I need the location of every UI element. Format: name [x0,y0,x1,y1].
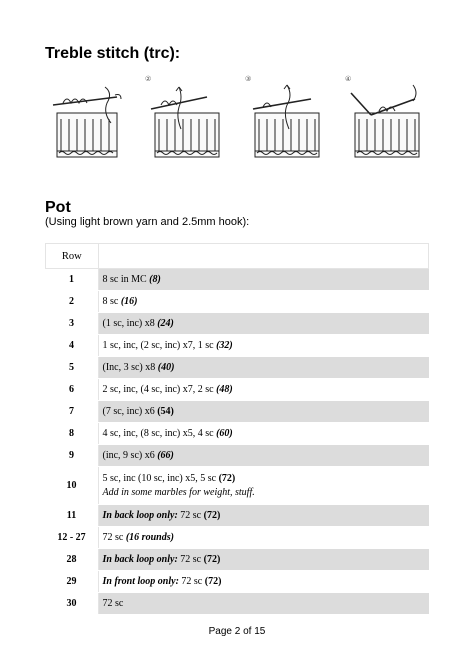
table-row [46,379,429,401]
row-instruction: 2 sc, inc, (4 sc, inc) x7, 2 sc (48) [98,379,429,401]
row-instruction: 8 sc in MC (8) [98,269,429,291]
row-number: 10 [46,467,99,505]
table-row [46,401,429,423]
treble-step-1-diagram [45,75,130,165]
row-instruction: (Inc, 3 sc) x8 (40) [98,357,429,379]
row-instruction: (inc, 9 sc) x6 (66) [98,445,429,467]
row-instruction: In back loop only: 72 sc (72) [98,505,429,527]
row-instruction: 5 sc, inc (10 sc, inc) x5, 5 sc (72) Add in some marbles for weight, stuff. [98,467,429,505]
treble-stitch-heading: Treble stitch (trc): [45,45,181,62]
table-row [46,335,429,357]
row-instruction: (7 sc, inc) x6 (54) [98,401,429,423]
row-instruction: 72 sc [98,593,429,615]
row-number: 6 [46,379,99,401]
table-row [46,445,429,467]
row-number: 8 [46,423,99,445]
row-instruction: In back loop only: 72 sc (72) [98,549,429,571]
row-number: 2 [46,291,99,313]
row-number: 12 - 27 [46,527,99,549]
table-row [46,593,429,615]
step-number: ② [145,75,152,83]
step-number: ③ [245,75,252,83]
row-number: 7 [46,401,99,423]
row-number: 5 [46,357,99,379]
row-instruction: 1 sc, inc, (2 sc, inc) x7, 1 sc (32) [98,335,429,357]
table-row [46,549,429,571]
table-row [46,291,429,313]
pattern-table [45,243,429,615]
table-row [46,269,429,291]
table-row [46,467,429,505]
treble-stitch-diagrams [45,75,430,165]
treble-step-4-diagram [345,75,430,165]
table-row [46,571,429,593]
row-instruction: (1 sc, inc) x8 (24) [98,313,429,335]
row-note: Add in some marbles for weight, stuff. [102,486,255,498]
row-instruction: In front loop only: 72 sc (72) [98,571,429,593]
table-row [46,357,429,379]
row-number: 9 [46,445,99,467]
instruction-column-header [98,244,429,269]
row-column-header: Row [46,244,99,269]
treble-step-3-diagram [245,75,330,165]
page-number: Page 2 of 15 [208,626,266,637]
row-number: 29 [46,571,99,593]
table-row [46,505,429,527]
row-number: 11 [46,505,99,527]
table-row [46,313,429,335]
row-instruction: 8 sc (16) [98,291,429,313]
row-number: 1 [46,269,99,291]
row-number: 28 [46,549,99,571]
table-header-row [46,244,429,269]
step-number: ④ [345,75,352,83]
table-row [46,423,429,445]
row-number: 30 [46,593,99,615]
treble-step-2-diagram [145,75,230,165]
row-number: 3 [46,313,99,335]
table-row [46,527,429,549]
row-instruction: 4 sc, inc, (8 sc, inc) x5, 4 sc (60) [98,423,429,445]
pot-subtitle: (Using light brown yarn and 2.5mm hook): [45,216,250,228]
row-number: 4 [46,335,99,357]
row-instruction: 72 sc (16 rounds) [98,527,429,549]
pot-heading: Pot [45,199,71,216]
